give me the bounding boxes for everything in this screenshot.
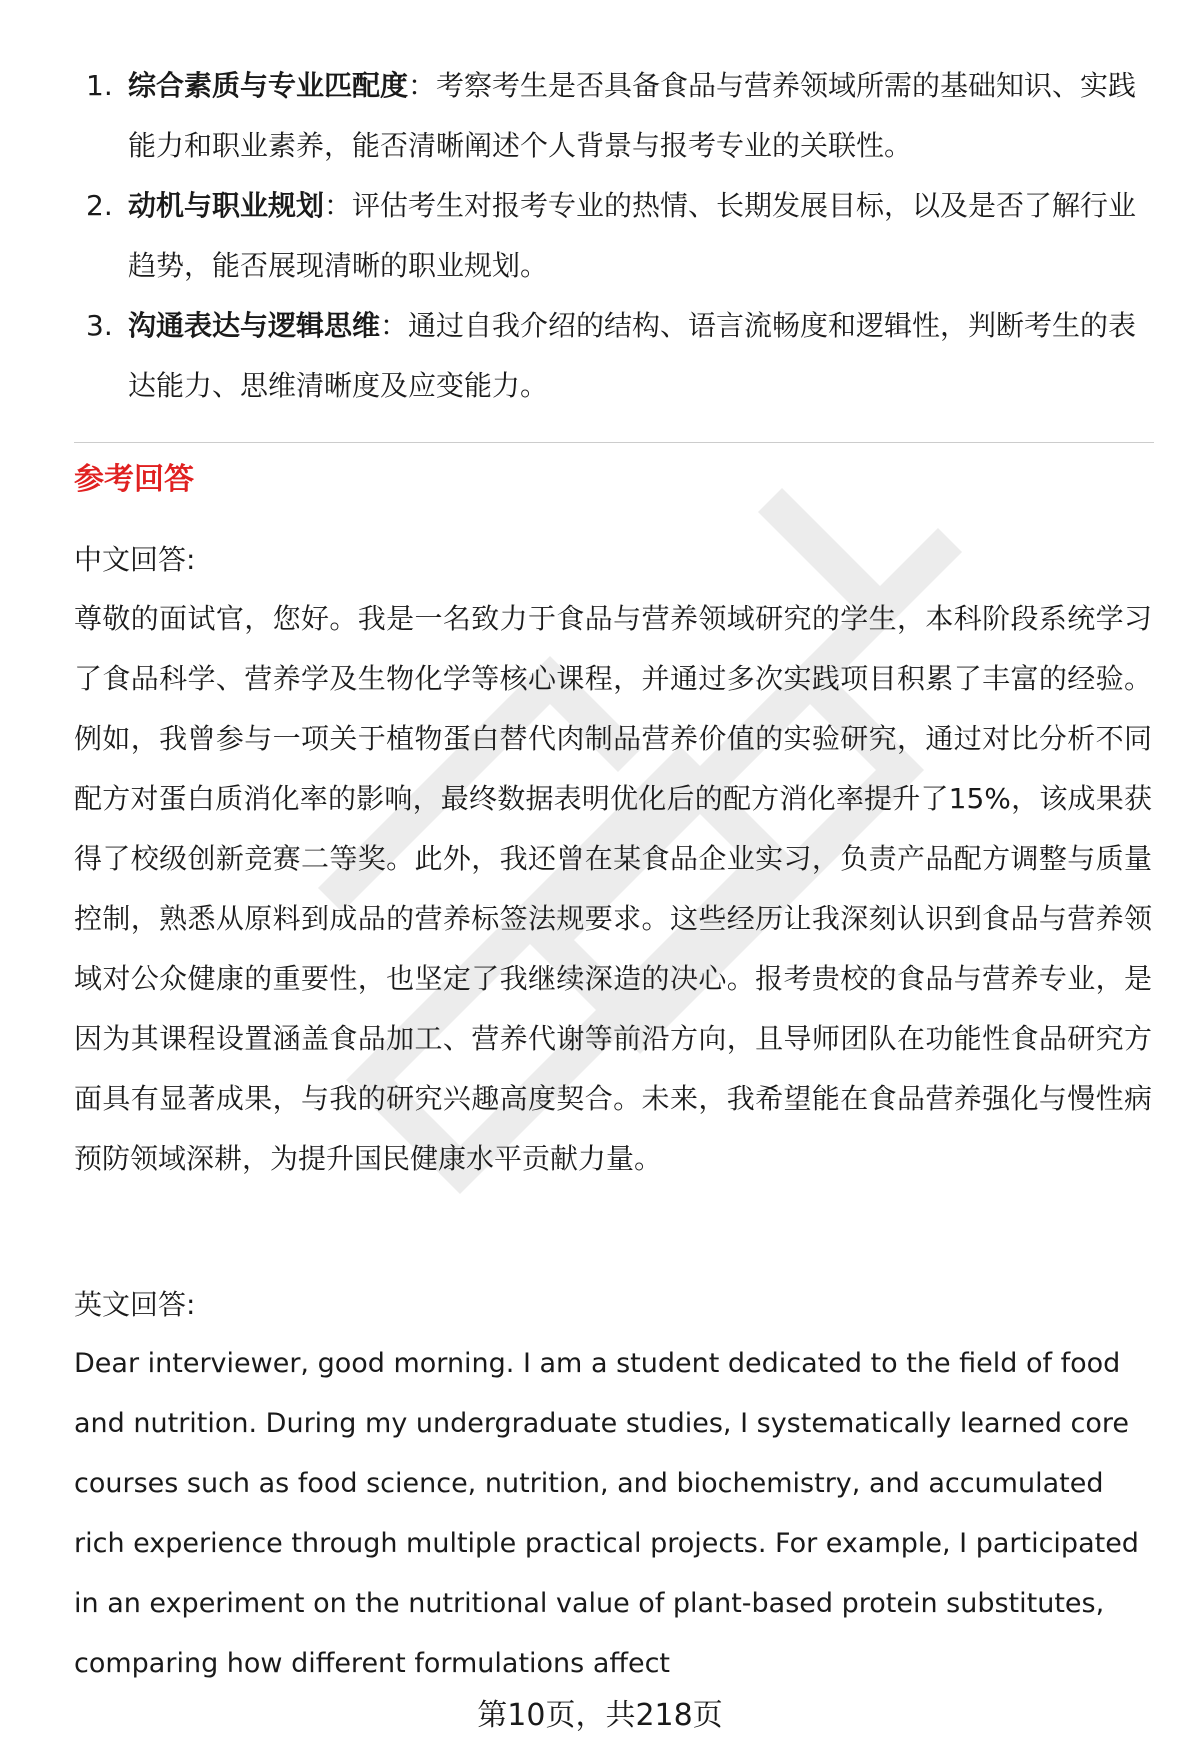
criterion-text: ：评估考生对报考专业的热情、长期发展目标，以及是否了解行业趋势，能否展现清晰的职业规划。: [128, 189, 1137, 282]
list-number: 3.: [86, 309, 113, 342]
evaluation-criteria-list: [74, 56, 1144, 416]
criterion-text: ：通过自我介绍的结构、语言流畅度和逻辑性，判断考生的表达能力、思维清晰度及应变能力。: [128, 309, 1137, 402]
list-number: 2.: [86, 189, 113, 222]
english-answer-label: 英文回答:: [74, 1288, 196, 1321]
english-answer-paragraph: Dear interviewer, good morning. I am a student dedicated to the field of food and nutrition. During my undergraduate studies, I systematically learned core courses such as food science, nutrition, and biochemistry, and accumulated rich experience through multiple practical projects. For example, I participated in an experiment on the nutritional value of plant-based protein substitutes, comparing how different formulations affect: [74, 1348, 1139, 1679]
chinese-answer-label: 中文回答:: [74, 543, 196, 576]
criterion-term: 综合素质与专业匹配度: [128, 69, 409, 102]
criterion-item: [74, 176, 1144, 296]
criterion-text: ：考察考生是否具备食品与营养领域所需的基础知识、实践能力和职业素养，能否清晰阐述个人背景与报考专业的关联性。: [128, 69, 1137, 162]
page-footer: 第10页，共218页: [477, 1698, 723, 1733]
chinese-answer-paragraph: 尊敬的面试官，您好。我是一名致力于食品与营养领域研究的学生，本科阶段系统学习了食品科学、营养学及生物化学等核心课程，并通过多次实践项目积累了丰富的经验。例如，我曾参与一项关于植物蛋白替代肉制品营养价值的实验研究，通过对比分析不同配方对蛋白质消化率的影响，最终数据表明优化后的配方消化率提升了15%，该成果获得了校级创新竞赛二等奖。此外，我还曾在某食品企业实习，负责产品配方调整与质量控制，熟悉从原料到成品的营养标签法规要求。这些经历让我深刻认识到食品与营养领域对公众健康的重要性，也坚定了我继续深造的决心。报考贵校的食品与营养专业，是因为其课程设置涵盖食品加工、营养代谢等前沿方向，且导师团队在功能性食品研究方面具有显著成果，与我的研究兴趣高度契合。未来，我希望能在食品营养强化与慢性病预防领域深耕，为提升国民健康水平贡献力量。: [74, 602, 1152, 1175]
section-divider: [74, 442, 1154, 443]
criterion-term: 沟通表达与逻辑思维: [128, 309, 381, 342]
list-number: 1.: [86, 69, 113, 102]
reference-answer-heading: 参考回答: [74, 462, 194, 497]
criterion-item: [74, 56, 1144, 176]
criterion-term: 动机与职业规划: [128, 189, 325, 222]
criterion-item: [74, 296, 1144, 416]
